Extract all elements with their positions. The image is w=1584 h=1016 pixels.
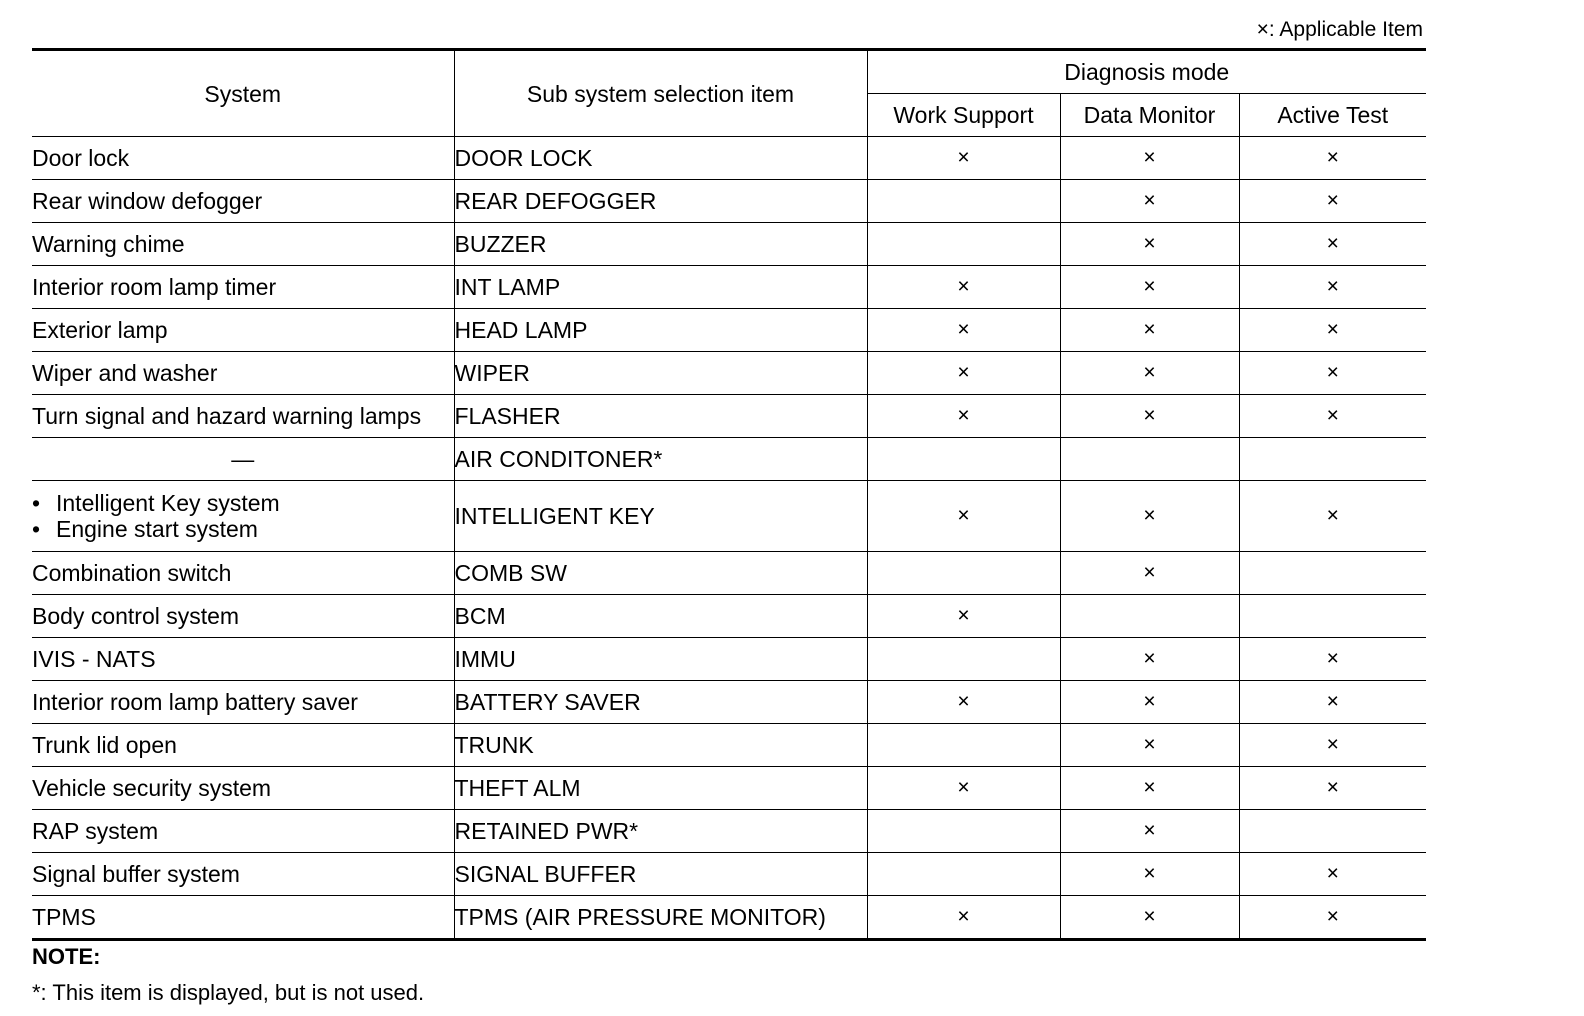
- system-bullet-list: [32, 490, 454, 542]
- data-monitor-mark: ×: [1060, 481, 1239, 552]
- system-cell: Door lock: [32, 137, 454, 180]
- applicable-item-legend: ×: Applicable Item: [1256, 18, 1423, 41]
- table-row: [32, 309, 1426, 352]
- sub-system-cell: BCM: [454, 595, 867, 638]
- sub-system-cell: AIR CONDITONER*: [454, 438, 867, 481]
- sub-system-cell: INTELLIGENT KEY: [454, 481, 867, 552]
- system-cell: TPMS: [32, 896, 454, 940]
- work-support-mark: [867, 552, 1060, 595]
- sub-system-cell: SIGNAL BUFFER: [454, 853, 867, 896]
- system-cell: Vehicle security system: [32, 767, 454, 810]
- table-row: [32, 810, 1426, 853]
- table-row: [32, 638, 1426, 681]
- system-cell: Combination switch: [32, 552, 454, 595]
- data-monitor-mark: ×: [1060, 395, 1239, 438]
- active-test-mark: ×: [1239, 896, 1426, 940]
- active-test-mark: ×: [1239, 180, 1426, 223]
- system-cell: Interior room lamp battery saver: [32, 681, 454, 724]
- data-monitor-mark: ×: [1060, 223, 1239, 266]
- work-support-mark: [867, 223, 1060, 266]
- data-monitor-mark: ×: [1060, 853, 1239, 896]
- header-data-monitor: Data Monitor: [1060, 94, 1239, 137]
- table-row: [32, 552, 1426, 595]
- table-row: [32, 896, 1426, 940]
- active-test-mark: [1239, 438, 1426, 481]
- active-test-mark: ×: [1239, 681, 1426, 724]
- note-title: NOTE:: [32, 944, 101, 969]
- active-test-mark: ×: [1239, 767, 1426, 810]
- system-cell: [32, 481, 454, 552]
- sub-system-cell: HEAD LAMP: [454, 309, 867, 352]
- table-row: [32, 266, 1426, 309]
- active-test-mark: ×: [1239, 309, 1426, 352]
- table-row: [32, 352, 1426, 395]
- sub-system-cell: RETAINED PWR*: [454, 810, 867, 853]
- work-support-mark: ×: [867, 137, 1060, 180]
- active-test-mark: ×: [1239, 266, 1426, 309]
- table-row: [32, 767, 1426, 810]
- table-body: [32, 137, 1426, 940]
- work-support-mark: ×: [867, 395, 1060, 438]
- work-support-mark: ×: [867, 266, 1060, 309]
- table-row: [32, 223, 1426, 266]
- work-support-mark: ×: [867, 481, 1060, 552]
- work-support-mark: [867, 853, 1060, 896]
- sub-system-cell: INT LAMP: [454, 266, 867, 309]
- data-monitor-mark: ×: [1060, 767, 1239, 810]
- sub-system-cell: REAR DEFOGGER: [454, 180, 867, 223]
- table-row: [32, 137, 1426, 180]
- work-support-mark: ×: [867, 352, 1060, 395]
- system-cell: —: [32, 438, 454, 481]
- system-cell: Rear window defogger: [32, 180, 454, 223]
- sub-system-cell: TRUNK: [454, 724, 867, 767]
- data-monitor-mark: ×: [1060, 681, 1239, 724]
- active-test-mark: ×: [1239, 137, 1426, 180]
- active-test-mark: [1239, 552, 1426, 595]
- data-monitor-mark: ×: [1060, 552, 1239, 595]
- data-monitor-mark: [1060, 438, 1239, 481]
- sub-system-cell: BATTERY SAVER: [454, 681, 867, 724]
- active-test-mark: ×: [1239, 724, 1426, 767]
- data-monitor-mark: ×: [1060, 352, 1239, 395]
- system-cell: IVIS - NATS: [32, 638, 454, 681]
- active-test-mark: ×: [1239, 223, 1426, 266]
- sub-system-cell: BUZZER: [454, 223, 867, 266]
- system-bullet-item: • Engine start system: [32, 516, 454, 542]
- work-support-mark: ×: [867, 767, 1060, 810]
- header-work-support: Work Support: [867, 94, 1060, 137]
- table-row: [32, 595, 1426, 638]
- work-support-mark: [867, 724, 1060, 767]
- header-row: [32, 50, 1426, 94]
- table-row: [32, 481, 1426, 552]
- data-monitor-mark: ×: [1060, 180, 1239, 223]
- table-row: [32, 438, 1426, 481]
- work-support-mark: [867, 810, 1060, 853]
- data-monitor-mark: ×: [1060, 638, 1239, 681]
- active-test-mark: [1239, 595, 1426, 638]
- data-monitor-mark: ×: [1060, 309, 1239, 352]
- system-cell: Trunk lid open: [32, 724, 454, 767]
- system-cell: Body control system: [32, 595, 454, 638]
- table-row: [32, 853, 1426, 896]
- system-cell: RAP system: [32, 810, 454, 853]
- data-monitor-mark: ×: [1060, 810, 1239, 853]
- active-test-mark: ×: [1239, 853, 1426, 896]
- data-monitor-mark: ×: [1060, 896, 1239, 940]
- active-test-mark: ×: [1239, 395, 1426, 438]
- system-cell: Interior room lamp timer: [32, 266, 454, 309]
- work-support-mark: ×: [867, 896, 1060, 940]
- system-bullet-item: • Intelligent Key system: [32, 490, 454, 516]
- sub-system-cell: THEFT ALM: [454, 767, 867, 810]
- data-monitor-mark: ×: [1060, 724, 1239, 767]
- data-monitor-mark: ×: [1060, 266, 1239, 309]
- work-support-mark: [867, 638, 1060, 681]
- table-row: [32, 180, 1426, 223]
- system-cell: Turn signal and hazard warning lamps: [32, 395, 454, 438]
- sub-system-cell: WIPER: [454, 352, 867, 395]
- sub-system-cell: FLASHER: [454, 395, 867, 438]
- data-monitor-mark: ×: [1060, 137, 1239, 180]
- active-test-mark: [1239, 810, 1426, 853]
- sub-system-cell: TPMS (AIR PRESSURE MONITOR): [454, 896, 867, 940]
- active-test-mark: ×: [1239, 481, 1426, 552]
- sub-system-cell: COMB SW: [454, 552, 867, 595]
- work-support-mark: [867, 180, 1060, 223]
- active-test-mark: ×: [1239, 352, 1426, 395]
- work-support-mark: [867, 438, 1060, 481]
- data-monitor-mark: [1060, 595, 1239, 638]
- work-support-mark: ×: [867, 309, 1060, 352]
- header-system: System: [32, 50, 454, 137]
- work-support-mark: ×: [867, 681, 1060, 724]
- header-active-test: Active Test: [1239, 94, 1426, 137]
- system-cell: Wiper and washer: [32, 352, 454, 395]
- header-diagnosis-mode: Diagnosis mode: [867, 50, 1426, 94]
- sub-system-cell: IMMU: [454, 638, 867, 681]
- note-text: *: This item is displayed, but is not used.: [32, 980, 425, 1005]
- table-row: [32, 395, 1426, 438]
- system-cell: Signal buffer system: [32, 853, 454, 896]
- header-sub-system: Sub system selection item: [454, 50, 867, 137]
- table-row: [32, 681, 1426, 724]
- work-support-mark: ×: [867, 595, 1060, 638]
- sub-system-cell: DOOR LOCK: [454, 137, 867, 180]
- active-test-mark: ×: [1239, 638, 1426, 681]
- system-cell: Exterior lamp: [32, 309, 454, 352]
- table-row: [32, 724, 1426, 767]
- system-cell: Warning chime: [32, 223, 454, 266]
- diagnosis-mode-table: [32, 48, 1426, 941]
